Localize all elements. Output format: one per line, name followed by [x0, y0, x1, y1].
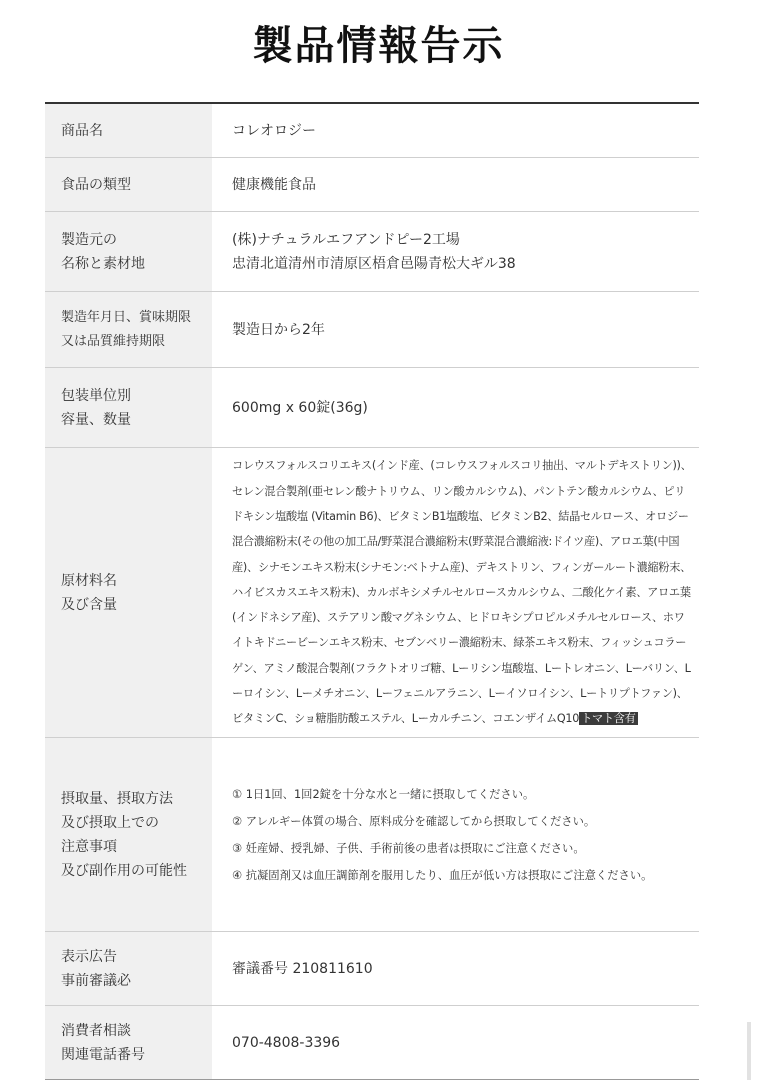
review-number: 審議番号 210811610 [232, 960, 373, 977]
table-row-manufacturer [45, 212, 699, 292]
ingredients-list [212, 448, 699, 737]
table-row-ingredients [45, 448, 699, 738]
label-line: 及び含量 [61, 596, 117, 613]
label-line: 及び摂取上での [61, 814, 159, 831]
table-row-ad-review [45, 932, 699, 1006]
row-label [45, 158, 212, 211]
row-label [45, 1006, 212, 1079]
list-item: ① 1日1回、1回2錠を十分な水と一緒に摂取してください。 [232, 787, 535, 801]
table-row-expiry [45, 292, 699, 368]
row-label [45, 932, 212, 1005]
value-line: 600mg x 60錠(36g) [232, 399, 368, 416]
product-info-table [45, 102, 699, 1080]
value-line: 製造日から2年 [232, 321, 325, 338]
list-item: ③ 妊産婦、授乳婦、子供、手術前後の患者は摂取にご注意ください。 [232, 841, 585, 855]
table-row-product-name [45, 104, 699, 158]
value-line: (株)ナチュラルエフアンドピー2工場 [232, 231, 460, 248]
value-line: 忠清北道清州市清原区梧倉邑陽青松大ギル38 [232, 255, 516, 272]
ingredients-text [232, 453, 695, 731]
phone-number: 070-4808-3396 [232, 1034, 341, 1051]
label-line: 名称と素材地 [61, 255, 145, 272]
label-line: 製造年月日、賞味期限 [61, 309, 192, 325]
list-item: ④ 抗凝固剤又は血圧調節剤を服用したり、血圧が低い方は摂取にご注意ください。 [232, 868, 653, 882]
row-value [212, 1006, 699, 1079]
row-label [45, 292, 212, 367]
table-row-intake-notes [45, 738, 699, 932]
label-line: 包装単位別 [61, 387, 131, 404]
tomato-allergen-highlight: トマト含有 [581, 712, 636, 726]
table-row-consumer-phone [45, 1006, 699, 1080]
list-item: ② アレルギー体質の場合、原料成分を確認してから摂取してください。 [232, 814, 596, 828]
label-line: 注意事項 [61, 838, 117, 855]
value-line: コレオロジー [232, 122, 316, 139]
row-label [45, 738, 212, 931]
label-line: 及び副作用の可能性 [61, 862, 187, 879]
label-line: 商品名 [61, 122, 103, 139]
row-label [45, 104, 212, 157]
label-line: 又は品質維持期限 [61, 333, 166, 349]
row-label [45, 448, 212, 737]
row-value [212, 368, 699, 447]
label-line: 摂取量、摂取方法 [61, 790, 173, 807]
table-row-food-type [45, 158, 699, 212]
label-line: 事前審議必 [61, 972, 131, 989]
row-label [45, 368, 212, 447]
row-value [212, 292, 699, 367]
label-line: 原材料名 [61, 572, 117, 589]
row-value [212, 158, 699, 211]
scrollbar[interactable] [747, 1022, 751, 1080]
ingredients-body: コレウスフォルスコリエキス(インド産、(コレウスフォルスコリ抽出、マルトデキストリン))、セレン混合製剤(亜セレン酸ナトリウム、リン酸カルシウム)、パントテン酸カルシウム、ピリドキシン塩酸塩 (Vitamin B6)、ビタミンB1塩酸塩、ビタミンB2、結晶セルロース、オロジー混合濃縮粉末(その他の加工品/野菜混合濃縮粉末(野菜混合濃縮液:ドイツ産)、アロエ葉(中国産)、シナモンエキス粉末(シナモン:ベトナム産)、デキストリン、フィンガールート濃縮粉末、ハイビスカスエキス粉末)、カルボキシメチルセルロースカルシウム、二酸化ケイ素、アロエ葉(インドネシア産)、ステアリン酸マグネシウム、ヒドロキシプロピルメチルセルロース、ホワイトキドニービーンエキス粉末、セブンベリー濃縮粉末、緑茶エキス粉末、フィッシュコラーゲン、アミノ酸混合製剤(フラクトオリゴ糖、Lーリシン塩酸塩、Lートレオニン、Lーバリン、Lーロイシン、Lーメチオニン、Lーフェニルアラニン、Lーイソロイシン、Lートリプトファン)、ビタミンC、ショ糖脂肪酸エステル、Lーカルチニン、コエンザイムQ10 [232, 459, 692, 726]
row-value [212, 932, 699, 1005]
label-line: 容量、数量 [61, 411, 131, 428]
label-line: 表示広告 [61, 948, 117, 965]
value-line: 健康機能食品 [232, 176, 316, 193]
label-line: 製造元の [61, 231, 117, 248]
page-title: 製品情報告示 [252, 23, 505, 69]
intake-notes-list [212, 738, 699, 931]
row-value [212, 212, 699, 291]
label-line: 関連電話番号 [61, 1046, 145, 1063]
row-value [212, 104, 699, 157]
table-row-package [45, 368, 699, 448]
row-label [45, 212, 212, 291]
label-line: 食品の類型 [61, 176, 131, 193]
label-line: 消費者相談 [61, 1022, 131, 1039]
